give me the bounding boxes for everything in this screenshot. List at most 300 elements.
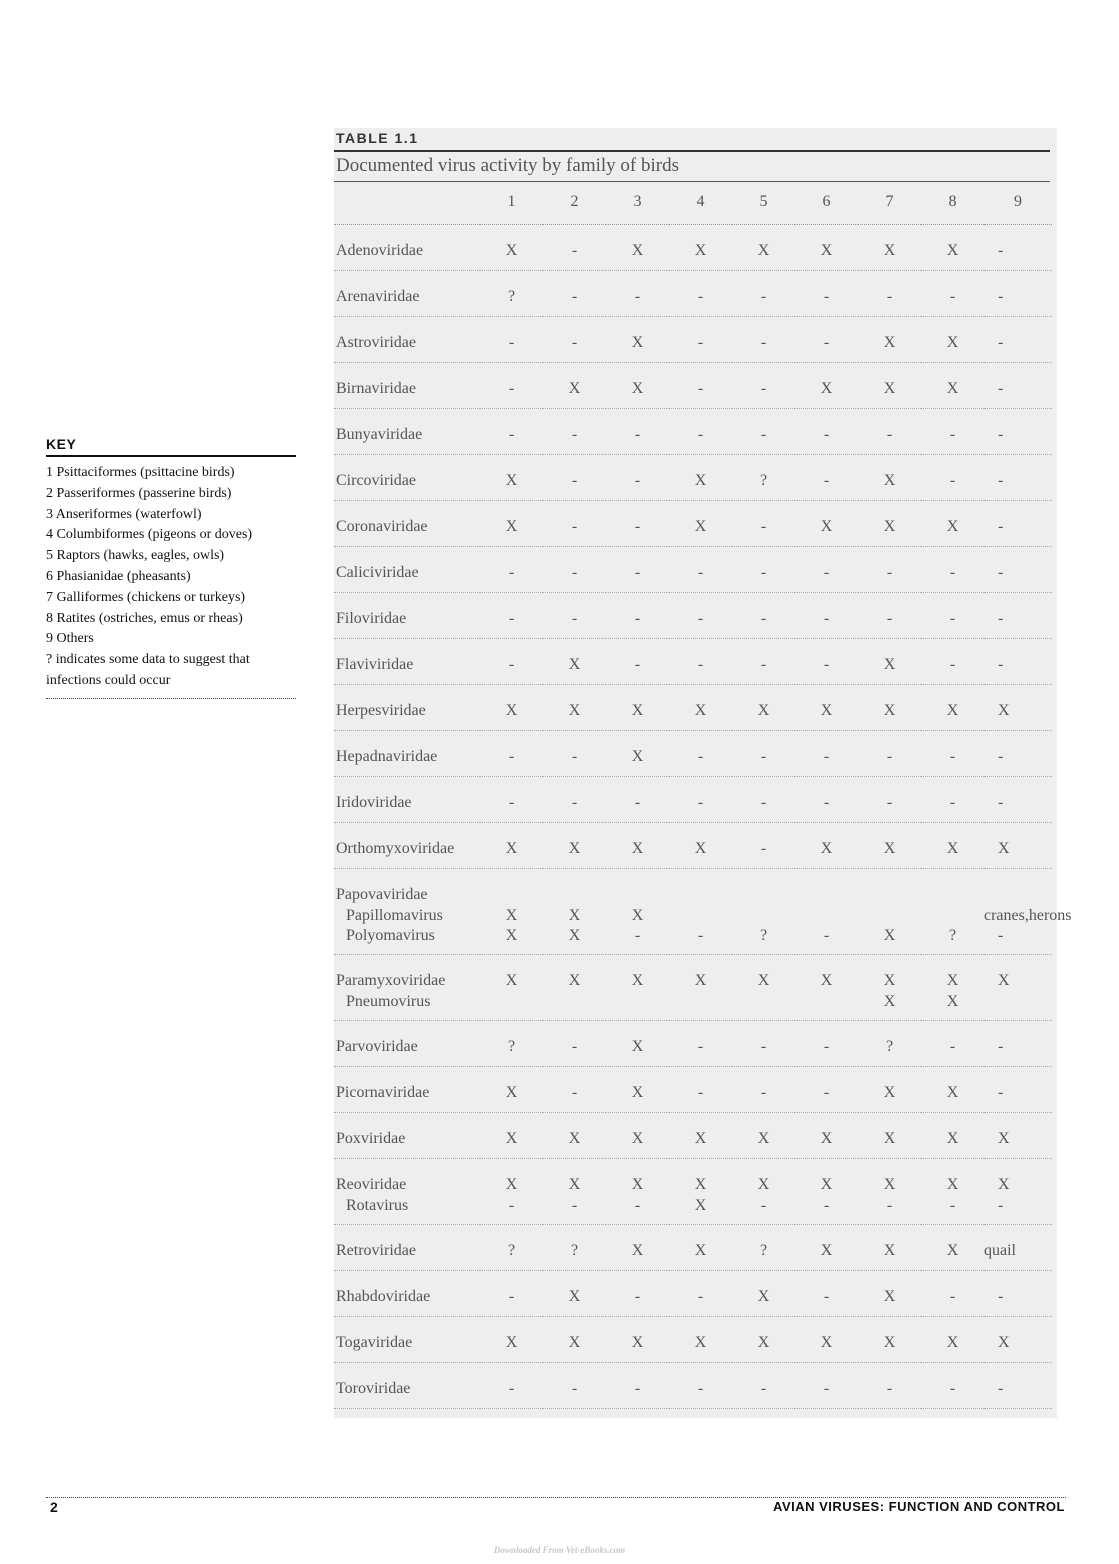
table-row — [334, 1021, 1052, 1067]
key-item: 8 Ratites (ostriches, emus or rheas) — [46, 610, 243, 626]
activity-value: - — [697, 1288, 704, 1305]
activity-cell — [984, 225, 1052, 271]
activity-cell — [732, 1159, 795, 1225]
activity-value: - — [697, 794, 704, 811]
activity-cell — [669, 955, 732, 1021]
activity-cell — [543, 593, 606, 639]
virus-family-name: Reoviridae — [336, 1176, 407, 1193]
activity-cell — [921, 777, 984, 823]
activity-value: X — [505, 840, 518, 857]
activity-value: X — [883, 1084, 896, 1101]
column-header: 6 — [795, 184, 858, 225]
activity-value: X — [694, 1242, 707, 1259]
activity-value: - — [823, 927, 830, 944]
activity-value: X — [946, 334, 959, 351]
activity-value: - — [998, 794, 1004, 811]
activity-cell — [669, 1271, 732, 1317]
activity-value: - — [998, 748, 1004, 765]
activity-cell — [732, 1271, 795, 1317]
activity-cell — [543, 409, 606, 455]
key-item: 1 Psittaciformes (psittacine birds) — [46, 465, 235, 480]
activity-value: X — [820, 1130, 833, 1147]
virus-family-name: Birnaviridae — [336, 380, 416, 397]
activity-value: X — [631, 1130, 644, 1147]
activity-cell — [543, 1363, 606, 1409]
activity-value: cranes,herons — [984, 906, 1072, 924]
activity-value: - — [634, 426, 641, 443]
virus-family-name: Toroviridae — [336, 1380, 411, 1397]
activity-cell — [921, 271, 984, 317]
activity-value: - — [508, 1288, 515, 1305]
virus-family-cell — [334, 363, 480, 409]
activity-value: - — [998, 472, 1004, 489]
activity-value: - — [697, 1084, 704, 1101]
activity-cell — [921, 317, 984, 363]
activity-cell — [669, 731, 732, 777]
activity-value: X — [883, 656, 896, 673]
activity-value — [984, 992, 1052, 1013]
activity-cell — [669, 317, 732, 363]
activity-value: X — [883, 518, 896, 535]
activity-value: X — [998, 840, 1010, 857]
activity-value: - — [508, 1380, 515, 1397]
activity-cell — [732, 1317, 795, 1363]
activity-value: - — [998, 1380, 1004, 1397]
activity-value: - — [760, 564, 767, 581]
activity-cell — [606, 869, 669, 955]
activity-value: - — [571, 748, 578, 765]
activity-value: X — [946, 1130, 959, 1147]
table-caption: Documented virus activity by family of birds — [336, 155, 679, 176]
activity-cell — [732, 1021, 795, 1067]
virus-family-name: Astroviridae — [336, 334, 416, 351]
table-row — [334, 593, 1052, 639]
table-row — [334, 1271, 1052, 1317]
activity-value: X — [820, 518, 833, 535]
activity-cell — [921, 1159, 984, 1225]
activity-value: - — [823, 1380, 830, 1397]
activity-cell — [732, 271, 795, 317]
activity-value — [669, 885, 732, 906]
table-row — [334, 317, 1052, 363]
virus-family-cell — [334, 409, 480, 455]
table-row — [334, 1363, 1052, 1409]
activity-cell — [606, 731, 669, 777]
activity-value: - — [634, 927, 641, 944]
activity-cell — [921, 685, 984, 731]
activity-cell — [795, 1159, 858, 1225]
activity-value: - — [697, 748, 704, 765]
activity-cell — [732, 777, 795, 823]
activity-cell — [984, 271, 1052, 317]
table-label: TABLE 1.1 — [336, 130, 419, 146]
activity-cell — [669, 455, 732, 501]
column-header: 2 — [543, 184, 606, 225]
activity-cell — [732, 869, 795, 955]
activity-cell — [669, 501, 732, 547]
virus-family-cell — [334, 1021, 480, 1067]
activity-cell — [543, 1113, 606, 1159]
activity-cell — [984, 363, 1052, 409]
activity-value — [543, 885, 606, 906]
table-row — [334, 363, 1052, 409]
activity-cell — [984, 1021, 1052, 1067]
activity-value: - — [886, 794, 893, 811]
activity-cell — [795, 1067, 858, 1113]
activity-cell — [543, 455, 606, 501]
activity-value: X — [568, 702, 581, 719]
activity-cell — [543, 1159, 606, 1225]
activity-value: X — [505, 972, 518, 989]
activity-cell — [921, 225, 984, 271]
activity-cell — [480, 1021, 543, 1067]
activity-cell — [921, 1067, 984, 1113]
virus-family-name: Togaviridae — [336, 1334, 413, 1351]
activity-value: - — [886, 748, 893, 765]
key-item: 2 Passeriformes (passerine birds) — [46, 485, 232, 501]
activity-value: X — [694, 972, 707, 989]
activity-cell — [984, 1113, 1052, 1159]
activity-value: - — [634, 472, 641, 489]
activity-value: X — [631, 1242, 644, 1259]
virus-family-cell — [334, 271, 480, 317]
activity-value: - — [697, 1380, 704, 1397]
virus-family-name: Paramyxoviridae — [336, 972, 446, 989]
activity-cell — [795, 409, 858, 455]
virus-family-name: Orthomyxoviridae — [336, 840, 455, 857]
virus-family-cell — [334, 1363, 480, 1409]
activity-cell — [795, 547, 858, 593]
activity-cell — [606, 823, 669, 869]
activity-value: ? — [885, 1038, 894, 1055]
activity-value: - — [634, 564, 641, 581]
activity-cell — [732, 317, 795, 363]
activity-value: X — [568, 906, 581, 924]
activity-value: - — [508, 1196, 515, 1214]
virus-family-cell — [334, 1271, 480, 1317]
activity-cell — [732, 685, 795, 731]
activity-cell — [921, 955, 984, 1021]
activity-cell — [984, 1363, 1052, 1409]
activity-cell — [606, 1021, 669, 1067]
virus-family-cell — [334, 225, 480, 271]
table-row — [334, 1159, 1052, 1225]
activity-cell — [858, 455, 921, 501]
activity-value: - — [949, 1038, 956, 1055]
activity-cell — [795, 685, 858, 731]
activity-value: X — [946, 1176, 959, 1193]
activity-value: - — [571, 426, 578, 443]
table-row — [334, 639, 1052, 685]
activity-cell — [795, 731, 858, 777]
activity-value: - — [571, 334, 578, 351]
activity-cell — [732, 1225, 795, 1271]
activity-cell — [984, 317, 1052, 363]
activity-cell — [669, 1363, 732, 1409]
activity-value — [858, 906, 921, 927]
activity-value: X — [568, 656, 581, 673]
activity-value: X — [820, 380, 833, 397]
table-row — [334, 455, 1052, 501]
activity-value: - — [634, 610, 641, 627]
activity-value: - — [823, 1038, 830, 1055]
activity-cell — [543, 777, 606, 823]
activity-value: X — [505, 1084, 518, 1101]
activity-cell — [480, 1317, 543, 1363]
activity-cell — [921, 363, 984, 409]
activity-cell — [858, 869, 921, 955]
activity-cell — [480, 823, 543, 869]
activity-cell — [795, 869, 858, 955]
virus-family-cell — [334, 685, 480, 731]
activity-value: X — [631, 1334, 644, 1351]
activity-value: X — [505, 1334, 518, 1351]
activity-cell — [858, 225, 921, 271]
activity-value: - — [697, 334, 704, 351]
activity-cell — [732, 823, 795, 869]
virus-family-cell — [334, 593, 480, 639]
activity-cell — [858, 317, 921, 363]
activity-cell — [606, 455, 669, 501]
activity-value — [921, 885, 984, 906]
virus-family-name: Caliciviridae — [336, 564, 419, 581]
key-item: 9 Others — [46, 631, 94, 647]
activity-value: X — [998, 702, 1010, 719]
virus-family-cell — [334, 869, 480, 955]
activity-cell — [984, 1317, 1052, 1363]
activity-cell — [858, 1225, 921, 1271]
activity-value: - — [634, 288, 641, 305]
activity-value: ? — [948, 927, 957, 944]
virus-family-name: Picornaviridae — [336, 1084, 430, 1101]
activity-value: - — [823, 426, 830, 443]
activity-value: - — [823, 610, 830, 627]
activity-cell — [858, 777, 921, 823]
activity-value: - — [571, 794, 578, 811]
activity-value: - — [508, 748, 515, 765]
activity-cell — [606, 639, 669, 685]
activity-cell — [732, 1113, 795, 1159]
activity-value: X — [883, 242, 896, 259]
activity-value: X — [694, 1176, 707, 1193]
activity-cell — [480, 869, 543, 955]
activity-value — [858, 885, 921, 906]
activity-value — [606, 992, 669, 1013]
virus-family-name: Bunyaviridae — [336, 426, 423, 443]
activity-value — [480, 992, 543, 1013]
activity-cell — [480, 955, 543, 1021]
virus-table-block — [334, 128, 1072, 1418]
table-row — [334, 1113, 1052, 1159]
activity-cell — [480, 455, 543, 501]
activity-cell — [858, 1363, 921, 1409]
activity-cell — [732, 501, 795, 547]
activity-cell — [858, 731, 921, 777]
virus-family-cell — [334, 1113, 480, 1159]
activity-cell — [543, 271, 606, 317]
activity-value: X — [946, 702, 959, 719]
activity-cell — [669, 1021, 732, 1067]
virus-family-cell — [334, 1317, 480, 1363]
activity-cell — [795, 455, 858, 501]
activity-cell — [858, 1271, 921, 1317]
activity-cell — [984, 547, 1052, 593]
column-header: 8 — [921, 184, 984, 225]
activity-cell — [858, 1159, 921, 1225]
activity-value: X — [998, 1334, 1010, 1351]
activity-value: - — [949, 564, 956, 581]
activity-cell — [480, 317, 543, 363]
activity-value: X — [757, 1288, 770, 1305]
activity-cell — [606, 547, 669, 593]
activity-value: - — [886, 1196, 893, 1214]
activity-value: X — [820, 972, 833, 989]
activity-value — [606, 885, 669, 906]
activity-cell — [606, 1317, 669, 1363]
activity-value: X — [883, 1334, 896, 1351]
activity-cell — [858, 501, 921, 547]
activity-value — [732, 992, 795, 1013]
activity-cell — [858, 1113, 921, 1159]
activity-cell — [984, 869, 1072, 955]
page-number: 2 — [50, 1499, 58, 1515]
table-row — [334, 731, 1052, 777]
activity-cell — [795, 271, 858, 317]
activity-cell — [669, 1113, 732, 1159]
activity-value: X — [568, 1288, 581, 1305]
table-row — [334, 271, 1052, 317]
activity-cell — [921, 1317, 984, 1363]
virus-family-cell — [334, 639, 480, 685]
activity-value: - — [697, 380, 704, 397]
activity-value: X — [631, 334, 644, 351]
activity-value: X — [998, 972, 1010, 989]
activity-value: X — [568, 840, 581, 857]
activity-cell — [480, 685, 543, 731]
activity-cell — [795, 639, 858, 685]
activity-value: X — [883, 1288, 896, 1305]
activity-cell — [858, 409, 921, 455]
activity-cell — [795, 501, 858, 547]
activity-value: - — [571, 564, 578, 581]
activity-value: - — [823, 1288, 830, 1305]
key-title: KEY — [46, 436, 296, 457]
activity-value: - — [998, 927, 1004, 944]
activity-value: X — [820, 702, 833, 719]
activity-value: - — [634, 794, 641, 811]
activity-cell — [543, 869, 606, 955]
activity-cell — [669, 271, 732, 317]
activity-value: X — [631, 748, 644, 765]
activity-value: X — [820, 1176, 833, 1193]
activity-cell — [795, 317, 858, 363]
activity-value: X — [694, 472, 707, 489]
virus-family-name: Poxviridae — [336, 1130, 406, 1147]
activity-cell — [543, 317, 606, 363]
activity-value: X — [883, 1242, 896, 1259]
virus-family-cell — [334, 731, 480, 777]
virus-family-cell — [334, 823, 480, 869]
activity-value: X — [505, 702, 518, 719]
virus-genus-name: Polyomavirus — [346, 927, 435, 944]
activity-value: - — [998, 518, 1004, 535]
activity-value: - — [697, 927, 704, 944]
activity-cell — [543, 1225, 606, 1271]
activity-value: X — [883, 1176, 896, 1193]
activity-value: - — [886, 610, 893, 627]
activity-cell — [921, 1363, 984, 1409]
key-item: 7 Galliformes (chickens or turkeys) — [46, 589, 246, 605]
activity-value: X — [505, 518, 518, 535]
activity-value: - — [760, 840, 767, 857]
activity-cell — [858, 363, 921, 409]
virus-family-name: Circoviridae — [336, 472, 416, 489]
activity-cell — [606, 317, 669, 363]
activity-value: - — [886, 564, 893, 581]
activity-value: X — [568, 1334, 581, 1351]
activity-cell — [606, 501, 669, 547]
activity-cell — [606, 225, 669, 271]
activity-cell — [669, 593, 732, 639]
activity-value: - — [760, 380, 767, 397]
key-item: infections could occur — [46, 672, 171, 688]
activity-value: X — [820, 840, 833, 857]
activity-value: - — [760, 748, 767, 765]
activity-cell — [984, 409, 1052, 455]
activity-cell — [984, 1271, 1052, 1317]
activity-value: X — [946, 380, 959, 397]
virus-family-name: Coronaviridae — [336, 518, 428, 535]
activity-cell — [543, 1317, 606, 1363]
activity-cell — [543, 363, 606, 409]
virus-family-name: Hepadnaviridae — [336, 748, 438, 765]
activity-value: X — [946, 992, 959, 1010]
activity-cell — [921, 1225, 984, 1271]
activity-value: X — [883, 380, 896, 397]
activity-value: - — [571, 1196, 578, 1214]
activity-value: ? — [570, 1242, 579, 1259]
activity-cell — [921, 409, 984, 455]
activity-cell — [480, 363, 543, 409]
activity-value: - — [998, 1288, 1004, 1305]
activity-value — [984, 885, 1052, 906]
activity-cell — [669, 547, 732, 593]
activity-cell — [858, 593, 921, 639]
activity-value: X — [631, 1084, 644, 1101]
activity-value: X — [946, 1084, 959, 1101]
activity-value: - — [508, 564, 515, 581]
activity-cell — [795, 1317, 858, 1363]
activity-cell — [606, 1159, 669, 1225]
activity-value: X — [883, 472, 896, 489]
activity-cell — [858, 271, 921, 317]
table-row — [334, 777, 1052, 823]
activity-value: - — [998, 1196, 1004, 1214]
activity-value: X — [883, 334, 896, 351]
column-header: 5 — [732, 184, 795, 225]
activity-value: - — [571, 1084, 578, 1101]
activity-value: - — [760, 426, 767, 443]
activity-cell — [480, 639, 543, 685]
table-row — [334, 1067, 1052, 1113]
activity-cell — [732, 1067, 795, 1113]
activity-value: - — [823, 334, 830, 351]
activity-value: ? — [507, 1242, 516, 1259]
column-header: 3 — [606, 184, 669, 225]
activity-cell — [921, 455, 984, 501]
activity-cell — [984, 1159, 1052, 1225]
activity-cell — [606, 1067, 669, 1113]
